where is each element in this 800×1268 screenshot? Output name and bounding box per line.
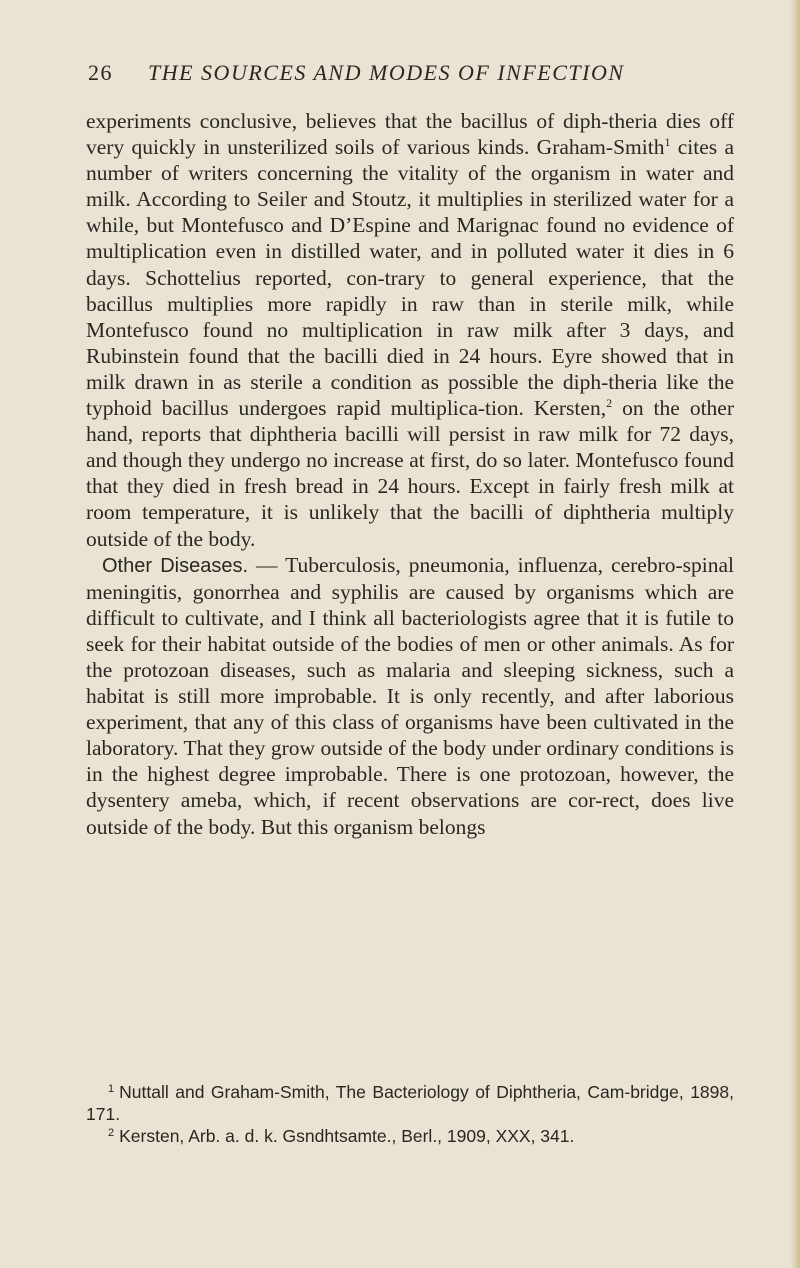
paragraph-text: cites a number of writers concerning the vitality of the organism in water and milk. According to Seiler and Stoutz, it multiplies in sterilized water for a while, but Montefusco and D’Espine and Marignac found no evidence of multiplication even in distilled water, and in polluted water it dies in 6 days. Schottelius reported, con-trary to general experience, that the bacillus multiplies more rapidly in raw than in sterile milk, while Montefusco found no multiplication in raw milk after 3 days, and Rubinstein found that the bacilli died in 24 hours. Eyre showed that in milk drawn in as sterile a condition as possible the diph-theria like the typhoid bacillus undergoes rapid multiplica-tion. Kersten,: [86, 135, 734, 421]
running-header: [88, 60, 738, 90]
footnote-2: [86, 1125, 734, 1147]
footnote-1: [86, 1081, 734, 1125]
footnote-ref-2: 2: [606, 396, 613, 411]
paragraph-text: — Tuberculosis, pneumonia, influenza, cerebro-spinal meningitis, gonorrhea and syphilis are caused by organisms which are difficult to cultivate, and I think all bacteriologists agree that it is futile to seek for their habitat outside of the bodies of men or other animals. As for the protozoan diseases, such as malaria and sleeping sickness, such a habitat is still more improbable. It is only recently, and after laborious experiment, that any of this class of organisms have been cultivated in the laboratory. That they grow outside of the body under ordinary conditions is in the highest degree improbable. There is one protozoan, however, the dysentery ameba, which, if recent observations are cor-rect, does live outside of the body. But this organism belongs: [86, 552, 734, 839]
paragraph-text: on the other hand, reports that diphtheria bacilli will persist in raw milk for 72 days, and though they undergo no increase at first, do so later. Montefusco found that they died in fresh bread in 24 hours. Except in fairly fresh milk at room temperature, it is unlikely that the bacilli of diphtheria multiply outside of the body.: [86, 396, 734, 551]
section-heading-other-diseases: Other Diseases.: [102, 554, 249, 577]
footnote-ref-1: 1: [664, 135, 671, 150]
footnote-marker: 1: [108, 1083, 115, 1095]
paragraph-text: experiments conclusive, believes that the bacillus of diph-theria dies off very quickly in unsterilized soils of various kinds. Graham-Smith: [86, 109, 734, 160]
footnotes: [86, 1081, 734, 1147]
body-text: [86, 108, 734, 840]
paragraph-diphtheria: [86, 108, 734, 552]
paragraph-other-diseases: [86, 552, 734, 840]
page-number: 26: [88, 60, 113, 85]
footnote-marker: 2: [108, 1127, 115, 1139]
footnote-text: Kersten, Arb. a. d. k. Gsndhtsamte., Berl., 1909, XXX, 341.: [119, 1126, 575, 1146]
footnote-text: Nuttall and Graham-Smith, The Bacteriology of Diphtheria, Cam-bridge, 1898, 171.: [86, 1082, 734, 1124]
page-edge: [790, 0, 800, 1268]
running-title: THE SOURCES AND MODES OF INFECTION: [148, 60, 625, 85]
